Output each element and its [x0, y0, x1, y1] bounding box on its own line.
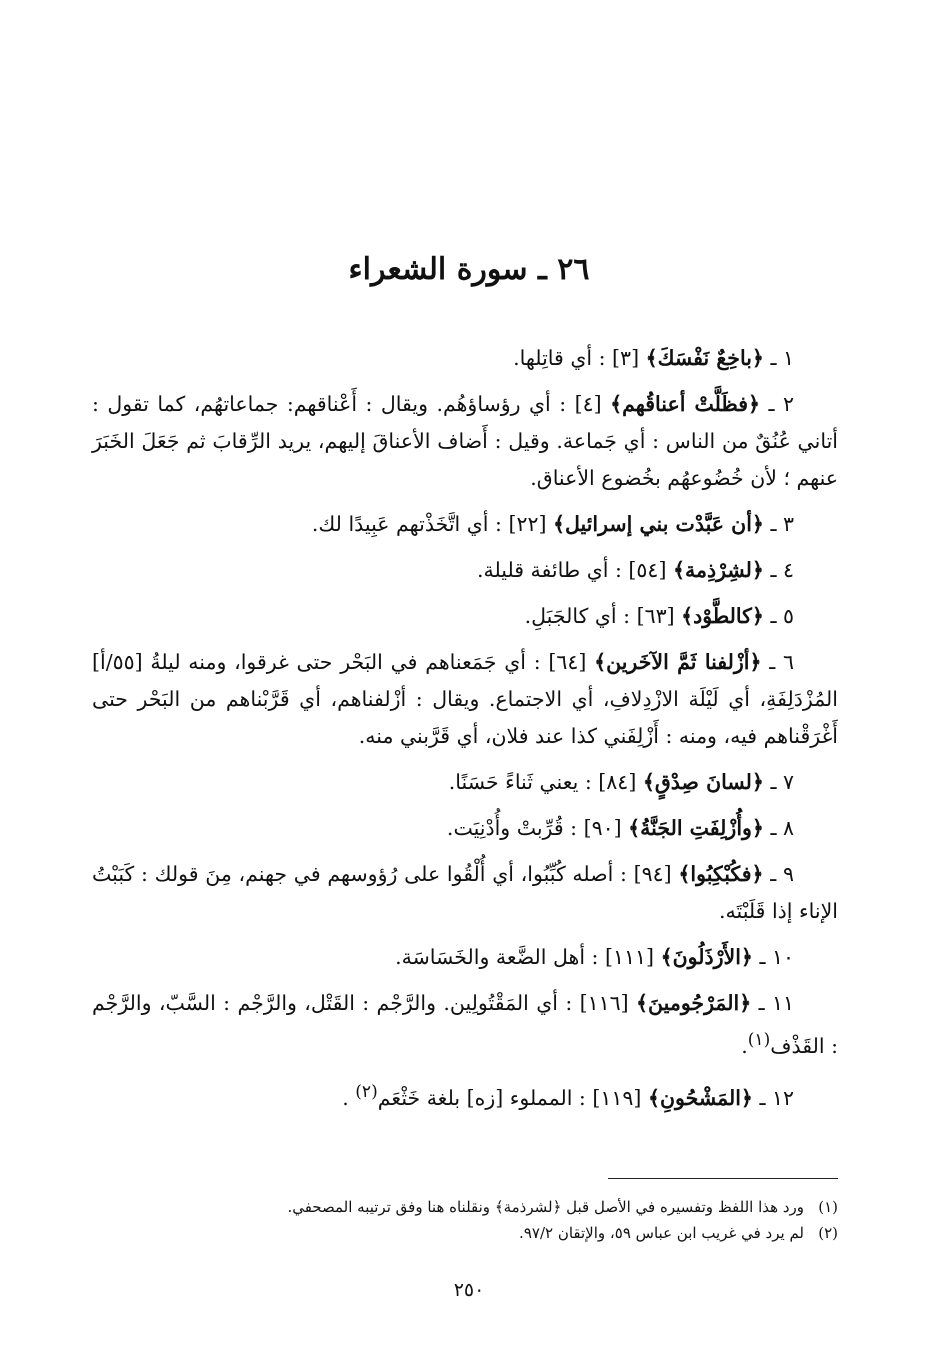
entry-3: ٣ ـ ﴿أن عَبَّدْت بني إسرائيل﴾ [٢٢] : أي اتَّخَذْتهم عَبِيدًا لك. — [311, 512, 794, 536]
entry-text: : قُرِّبتْ وأُدْنِيَت. — [446, 816, 578, 840]
entry-number: ٧ — [782, 770, 794, 794]
entry-text: : يعني ثَناءً حَسَنًا. — [448, 770, 592, 794]
entry-term: ﴿كالطَّوْد﴾ — [681, 604, 764, 628]
entry-number: ٩ — [782, 862, 794, 886]
entry-term: ﴿أزْلفنا ثَمَّ الآخَرين﴾ — [594, 650, 762, 674]
entry-term: ﴿الأَرْذَلُونَ﴾ — [660, 945, 753, 969]
entry-term: ﴿المَرْجُومينَ﴾ — [636, 991, 752, 1015]
verse-ref: [٩٤] — [633, 862, 672, 886]
entry-12: ١٢ ـ ﴿المَشْحُونِ﴾ [١١٩] : المملوء [زه] بلغة خَثْعَم$^{(٢)}$ . — [342, 1081, 794, 1110]
entry-term: ﴿لشِرْذِمة﴾ — [672, 558, 764, 582]
entry-text: : أي رؤساؤهُم. ويقال : أَعْناقهم: جماعاتهُم، كما تقول : أتاني عُنُقٌ من الناس : أي جَماعة. وقيل : أَضاف الأعناقَ إليهم، يريد الرِّقابَ ثم جَعَلَ الخَبَرَ عنهم ؛ لأن خُضُوعهُم بخُضوع الأعناق. — [92, 392, 838, 490]
verse-ref: [٩٠] — [583, 816, 622, 840]
entry-7: ٧ ـ ﴿لسانَ صِدْقٍ﴾ [٨٤] : يعني ثَناءً حَسَنًا. — [448, 770, 794, 794]
entry-term: ﴿لسانَ صِدْقٍ﴾ — [642, 770, 764, 794]
verse-ref: [١١١] — [605, 945, 655, 969]
verse-ref: [٤] — [574, 392, 602, 416]
verse-ref: [١١٦] — [579, 991, 629, 1015]
entry-text: : المملوء [زه] بلغة خَثْعَم — [377, 1085, 586, 1110]
entry-9: ٩ ـ ﴿فكُبْكِبُوا﴾ [٩٤] : أصله كُبِّبُوا، أي أُلْقُوا على رُؤوسهم في جهنم، مِنَ قولك : كَبَبْتُ الإناء إذا قَلَبْتَه. — [92, 862, 838, 923]
verse-ref: [٨٤] — [598, 770, 637, 794]
verse-ref: [١١٩] — [592, 1085, 642, 1110]
entry-term: ﴿فكُبْكِبُوا﴾ — [678, 862, 764, 886]
entry-term: ﴿أن عَبَّدْت بني إسرائيل﴾ — [553, 512, 764, 536]
entry-number: ١٠ — [771, 945, 794, 969]
entry-6: ٦ ـ ﴿أزْلفنا ثَمَّ الآخَرين﴾ [٦٤] : أي جَمَعناهم في البَحْر حتى غرقوا، ومنه ليلةُ [٥٥/أ] المُزْدَلِفَةِ، أي لَيْلَة الازْدِلافِ، أي الاجتماع. ويقال : أزْلفناهم، أي قَرَّبْناهم من البَحْر حتى أَغْرَقْناهم فيه، ومنه : أَزْلِفَني كذا عند فلان، أي قَرَّبني منه. — [92, 650, 838, 748]
entry-term: ﴿المَشْحُونِ﴾ — [647, 1085, 753, 1110]
entry-text: : أي جَمَعناهم في البَحْر حتى غرقوا، ومنه ليلةُ [٥٥/أ] المُزْدَلِفَةِ، أي لَيْلَة الازْدِلافِ، أي الاجتماع. ويقال : أزْلفناهم، أي قَرَّبْناهم من البَحْر حتى أَغْرَقْناهم فيه، ومنه : أَزْلِفَني كذا عند فلان، أي قَرَّبني منه. — [92, 650, 838, 748]
surah-title: ٢٦ ـ سورة الشعراء — [348, 252, 590, 287]
entry-5: ٥ ـ ﴿كالطَّوْد﴾ [٦٣] : أي كالجَبَلِ. — [524, 604, 794, 628]
footnote-divider — [608, 1178, 838, 1179]
footnote-2 — [92, 1220, 838, 1246]
entry-2: ٢ ـ ﴿فظَلَّتْ أعناقُهم﴾ [٤] : أي رؤساؤهُم. ويقال : أَعْناقهم: جماعاتهُم، كما تقول : أتاني عُنُقٌ من الناس : أي جَماعة. وقيل : أَضاف الأعناقَ إليهم، يريد الرِّقابَ ثم جَعَلَ الخَبَرَ عنهم ؛ لأن خُضُوعهُم بخُضوع الأعناق. — [92, 392, 838, 490]
footnote-text: لم يرد في غريب ابن عباس ٥٩، والإتقان ٩٧/٢. — [519, 1224, 804, 1242]
footnotes — [92, 1194, 838, 1246]
entry-number: ١ — [782, 346, 794, 370]
entry-term: ﴿وأُزْلِفَتِ الجَنَّةُ﴾ — [628, 816, 764, 840]
entry-end-punct: . — [342, 1085, 349, 1110]
entry-number: ٥ — [782, 604, 794, 628]
entry-number: ٤ — [782, 558, 794, 582]
verse-ref: [٣] — [612, 346, 640, 370]
entry-1: ١ ـ ﴿باخِعٌ نَفْسَكَ﴾ [٣] : أي قاتِلها. — [513, 346, 794, 370]
entry-text: : أي طائفة قليلة. — [476, 558, 622, 582]
entry-text: : أصله كُبِّبُوا، أي أُلْقُوا على رُؤوسهم في جهنم، مِنَ قولك : كَبَبْتُ الإناء إذا قَلَبْتَه. — [92, 862, 838, 923]
entry-number: ١٢ — [771, 1085, 794, 1110]
footnote-1 — [92, 1194, 838, 1220]
entry-number: ٢ — [782, 392, 794, 416]
entry-text: : أي اتَّخَذْتهم عَبِيدًا لك. — [311, 512, 502, 536]
verse-ref: [٢٢] — [508, 512, 547, 536]
verse-ref: [٦٣] — [636, 604, 675, 628]
entry-10: ١٠ ـ ﴿الأَرْذَلُونَ﴾ [١١١] : أهل الضَّعة والخَسَاسَة. — [395, 945, 794, 969]
footnote-number: (١) — [818, 1198, 838, 1216]
entry-term: ﴿فظَلَّتْ أعناقُهم﴾ — [610, 392, 761, 416]
entry-text: : أي كالجَبَلِ. — [524, 604, 631, 628]
verse-ref: [٦٤] — [548, 650, 587, 674]
footnote-text: ورد هذا اللفظ وتفسيره في الأصل قبل ﴿لشرذمة﴾ ونقلناه هنا وفق ترتيبه المصحفي. — [287, 1198, 804, 1216]
entry-11: ١١ ـ ﴿المَرْجُومينَ﴾ [١١٦] : أي المَقْتُولِين. والرَّجْم : القَتْل، والرَّجْم : السَّبّ، والرَّجْم : القَذْف$^{(١)}$. — [92, 991, 838, 1058]
entry-number: ٣ — [782, 512, 794, 536]
footnote-marker: (١) — [747, 1030, 771, 1050]
entry-text: : أي قاتِلها. — [513, 346, 606, 370]
footnote-number: (٢) — [818, 1224, 838, 1242]
entry-text: : أي المَقْتُولِين. والرَّجْم : القَتْل، والرَّجْم : السَّبّ، والرَّجْم : القَذْف — [92, 991, 838, 1058]
entry-8: ٨ ـ ﴿وأُزْلِفَتِ الجَنَّةُ﴾ [٩٠] : قُرِّبتْ وأُدْنِيَت. — [446, 816, 794, 840]
entry-text: : أهل الضَّعة والخَسَاسَة. — [395, 945, 599, 969]
entries-list — [92, 340, 838, 1117]
verse-ref: [٥٤] — [628, 558, 667, 582]
entry-term: ﴿باخِعٌ نَفْسَكَ﴾ — [645, 346, 764, 370]
page-number: ٢٥٠ — [453, 1279, 485, 1301]
entry-number: ٦ — [782, 650, 794, 674]
footnote-marker: (٢) — [355, 1081, 378, 1102]
entry-end-punct: . — [741, 1033, 748, 1058]
entry-number: ١١ — [771, 991, 794, 1015]
entry-number: ٨ — [782, 816, 794, 840]
entry-4: ٤ ـ ﴿لشِرْذِمة﴾ [٥٤] : أي طائفة قليلة. — [476, 558, 794, 582]
